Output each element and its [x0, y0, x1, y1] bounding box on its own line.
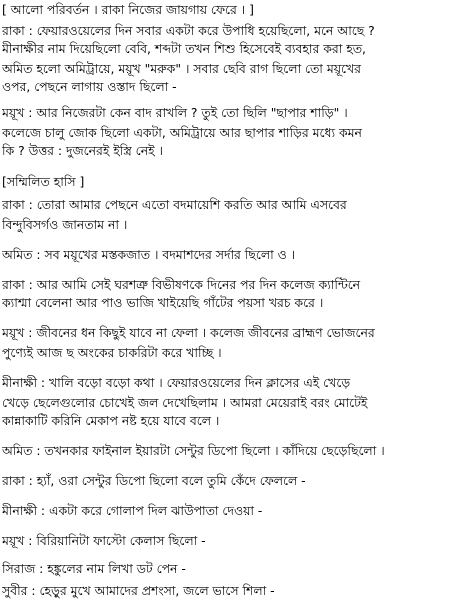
dialogue-line: মীনাক্ষীর নাম দিয়েছিলো বেবি, শব্দটা তখন শিশু হিসেবেই ব্যবহার করা হত,: [2, 41, 366, 56]
dialogue-line: ময়ূখ : আর নিজেরটা কেন বাদ রাখলি ? তুই তো ছিলি "ছাপার শাড়ি" ।: [2, 105, 348, 120]
dialogue-line: অমিত হলো অমিট্রায়ে, ময়ূখ "মরুক" । সবার ছেবি রাগ ছিলো তো ময়ূখের: [2, 61, 361, 76]
dialogue-line: রাকা : তোরা আমার পেছনে এতো বদমায়েশি করতি আর আমি এসবের: [2, 197, 347, 212]
dialogue-line: মীনাক্ষী : একটা করে গোলাপ দিল ঝাউপাতা দেওয়া -: [2, 503, 263, 518]
dialogue-line: রাকা : আর আমি সেই ঘরশত্রু বিভীষণকে দিনের পর দিন কলেজ ক্যান্টিনে: [2, 277, 361, 292]
dialogue-line: রাকা : ফেয়ারওয়েলের দিন সবার একটা করে উপাধি হয়েছিলো, মনে আছে ?: [2, 23, 375, 38]
dialogue-line: ক্যাশ্মা বেলেনা আর পাও ভাজি খাইয়েছি গাঁটের পয়সা খরচ করে ।: [2, 295, 324, 310]
dialogue-line: ময়ূখ : জীবনের ধন কিছুই যাবে না ফেলা । কলেজ জীবনের ব্রাহ্মণ ভোজনের: [2, 325, 375, 340]
dialogue-line: ময়ূখ : বিরিয়ানিটা ফাস্টো কেলাস ছিলো -: [2, 533, 206, 548]
dialogue-line: পুণ্যেই আজ ছ অংকের চাকরিটা করে খাচ্ছি ।: [2, 345, 222, 360]
stage-direction-lighting: [ আলো পরিবর্তন । রাকা নিজের জায়গায় ফেরে । ]: [2, 2, 254, 17]
dialogue-line: মীনাক্ষী : খালি বড়ো বড়ো কথা । ফেয়ারওয়েলের দিন ক্লাসের এই খেড়ে: [2, 375, 351, 390]
stage-direction-laughter: [সম্মিলিত হাসি ]: [2, 174, 85, 189]
dialogue-line: ওপর, পেছনে লাগায় ওস্তাদ ছিলো -: [2, 79, 177, 94]
dialogue-line: সিরাজ : হঙ্কুলের নাম লিখা ডট পেন -: [2, 561, 186, 576]
dialogue-line: রাকা : হ্যাঁ, ওরা সেন্টুর ডিপো ছিলো বলে তুমি কেঁদে ফেললে -: [2, 473, 306, 488]
dialogue-line: কলেজে চালু জোক ছিলো একটা, অমিট্রায়ে আর ছাপার শাড়ির মধ্যে কমন: [2, 125, 362, 140]
dialogue-line: সুবীর : হেড়ুর মুখে আমাদের প্রশংসা, জলে ভাসে শিলা -: [2, 583, 275, 598]
dialogue-line: বিন্দুবিসর্গও জানতাম না ।: [2, 217, 128, 232]
dialogue-line: কি ? উত্তর : দুজনেরই ইস্ত্রি নেই ।: [2, 143, 163, 158]
dialogue-line: অমিত : তখনকার ফাইনাল ইয়ারটা সেন্টুর ডিপো ছিলো । কাঁদিয়ে ছেড়েছিলো ।: [2, 443, 385, 458]
dialogue-line: অমিত : সব ময়ূখের মস্তকজাত । বদমাশদের সর্দার ছিলো ও ।: [2, 247, 296, 262]
dialogue-line: খেড়ে ছেলেগুলোর চোখেই জল দেখেছিলাম । আমরা মেয়েরাই বরং মোটেই: [2, 395, 368, 410]
dialogue-line: কান্নাকাটি করিনি মেকাপ নষ্ট হয়ে যাবে বলে ।: [2, 413, 220, 428]
